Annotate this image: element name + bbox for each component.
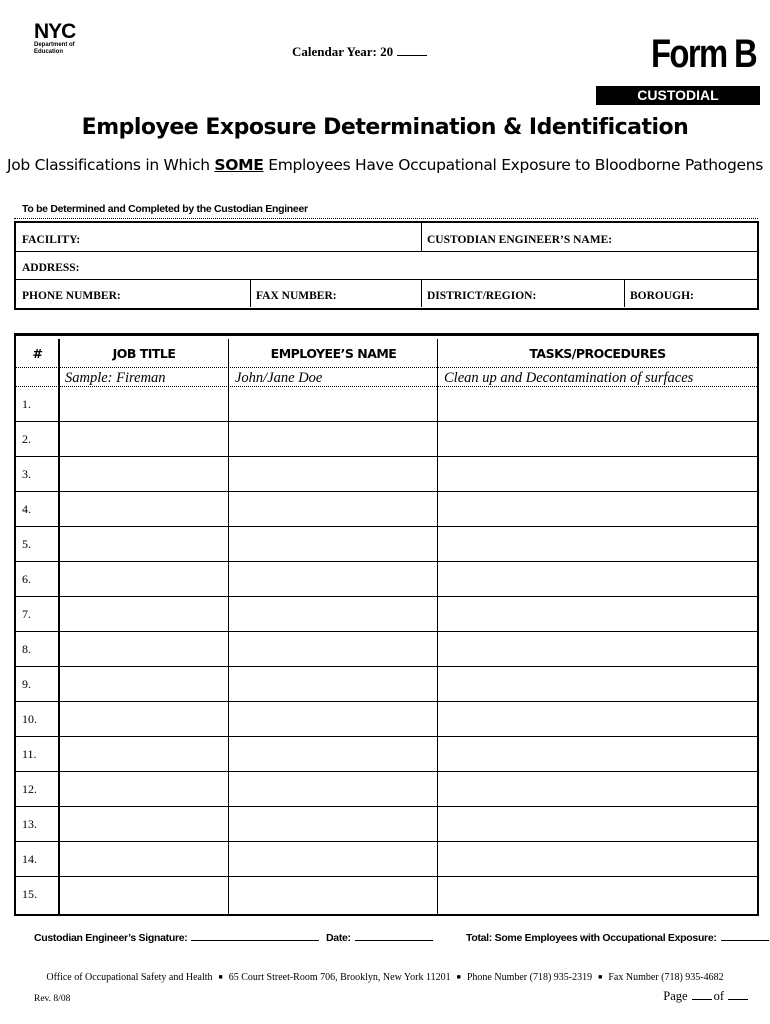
bullet-icon: ■ <box>456 973 461 981</box>
info-row-contact <box>16 279 757 307</box>
page-number-field[interactable] <box>692 989 712 1000</box>
page-subtitle <box>0 156 770 174</box>
facility-label: FACILITY: <box>22 234 81 246</box>
row-number: 10. <box>22 712 37 726</box>
column-header-employee-name: EMPLOYEE’S NAME <box>270 346 397 361</box>
engineer-note: To be Determined and Completed by the Custodian Engineer <box>22 203 308 215</box>
date-label: Date: <box>326 932 351 944</box>
row-number: 11. <box>22 747 37 761</box>
subtitle-before: Job Classifications in Which <box>6 156 215 174</box>
table-row[interactable] <box>16 702 757 737</box>
signature-label: Custodian Engineer’s Signature: <box>34 932 188 944</box>
fax-number-label: FAX NUMBER: <box>256 290 337 302</box>
calendar-year <box>292 44 427 60</box>
calendar-year-field[interactable] <box>397 44 427 56</box>
row-number: 6. <box>22 572 31 586</box>
exposure-table <box>14 333 759 916</box>
custodian-engineer-name-field[interactable] <box>421 223 757 251</box>
custodian-engineer-name-label: CUSTODIAN ENGINEER’S NAME: <box>427 234 613 246</box>
column-header-job-title: JOB TITLE <box>112 346 176 361</box>
borough-field[interactable] <box>624 279 757 307</box>
address-label: ADDRESS: <box>22 262 80 274</box>
borough-label: BOROUGH: <box>630 290 694 302</box>
page-number <box>663 989 748 1004</box>
table-row[interactable] <box>16 877 757 912</box>
bullet-icon: ■ <box>598 973 603 981</box>
total-line <box>721 930 769 941</box>
table-row[interactable] <box>16 387 757 422</box>
row-number: 1. <box>22 397 31 411</box>
office-contact-line <box>0 972 770 983</box>
sample-row <box>16 365 757 387</box>
table-row[interactable] <box>16 562 757 597</box>
table-row[interactable] <box>16 422 757 457</box>
table-row[interactable] <box>16 527 757 562</box>
row-number: 8. <box>22 642 31 656</box>
table-row[interactable] <box>16 457 757 492</box>
row-number: 7. <box>22 607 31 621</box>
table-row[interactable] <box>16 667 757 702</box>
address-field[interactable] <box>16 251 757 279</box>
of-label: of <box>713 989 724 1003</box>
row-number: 5. <box>22 537 31 551</box>
revision: Rev. 8/08 <box>34 994 71 1004</box>
sample-tasks: Clean up and Decontamination of surfaces <box>444 370 694 386</box>
table-header <box>16 339 757 368</box>
total-field[interactable] <box>466 930 769 944</box>
logo-sub-line2: Education <box>34 49 64 55</box>
office-address: 65 Court Street-Room 706, Brooklyn, New York 11201 <box>228 972 451 983</box>
fax-number-field[interactable] <box>250 279 421 307</box>
facility-field[interactable] <box>16 223 421 251</box>
nyc-doe-logo <box>34 22 104 56</box>
row-number: 13. <box>22 817 37 831</box>
row-number: 9. <box>22 677 31 691</box>
page-title: Employee Exposure Determination & Identification <box>81 115 689 140</box>
signature-field[interactable] <box>34 930 319 944</box>
sample-job-title: Sample: Fireman <box>65 370 166 386</box>
table-row[interactable] <box>16 772 757 807</box>
district-region-label: DISTRICT/REGION: <box>427 290 537 302</box>
logo-sub-line1: Department of <box>34 42 75 48</box>
column-header-tasks: TASKS/PROCEDURES <box>529 346 666 361</box>
phone-number-label: PHONE NUMBER: <box>22 290 121 302</box>
date-field[interactable] <box>326 930 433 944</box>
signature-line <box>191 930 319 941</box>
row-number: 4. <box>22 502 31 516</box>
table-row[interactable] <box>16 597 757 632</box>
sample-employee-name: John/Jane Doe <box>235 370 323 386</box>
subtitle-after: Employees Have Occupational Exposure to Bloodborne Pathogens <box>263 156 764 174</box>
info-row-facility <box>16 223 757 252</box>
category-banner: CUSTODIAL EMPLOYEES <box>596 86 760 105</box>
office-fax: Fax Number (718) 935-4682 <box>608 972 724 983</box>
table-row[interactable] <box>16 737 757 772</box>
row-number: 15. <box>22 887 37 901</box>
office-name: Office of Occupational Safety and Health <box>46 972 213 983</box>
table-row[interactable] <box>16 807 757 842</box>
page-total-field[interactable] <box>728 989 748 1000</box>
phone-number-field[interactable] <box>16 279 250 307</box>
page-label: Page <box>663 989 688 1003</box>
divider <box>14 218 758 219</box>
row-number: 12. <box>22 782 37 796</box>
bullet-icon: ■ <box>218 973 223 981</box>
logo-text: NYC <box>34 20 76 43</box>
table-row[interactable] <box>16 492 757 527</box>
row-number: 2. <box>22 432 31 446</box>
form-label: Form B <box>651 32 756 76</box>
table-row[interactable] <box>16 842 757 877</box>
office-phone: Phone Number (718) 935-2319 <box>466 972 593 983</box>
info-row-address <box>16 251 757 280</box>
row-number: 3. <box>22 467 31 481</box>
total-label: Total: Some Employees with Occupational Exposure: <box>466 932 717 944</box>
calendar-year-label: Calendar Year: 20 <box>292 44 394 59</box>
row-number: 14. <box>22 852 37 866</box>
subtitle-emphasis: SOME <box>214 156 264 174</box>
table-row[interactable] <box>16 632 757 667</box>
district-region-field[interactable] <box>421 279 624 307</box>
column-header-number: # <box>32 346 43 361</box>
facility-info-box <box>14 221 759 310</box>
date-line <box>355 930 433 941</box>
